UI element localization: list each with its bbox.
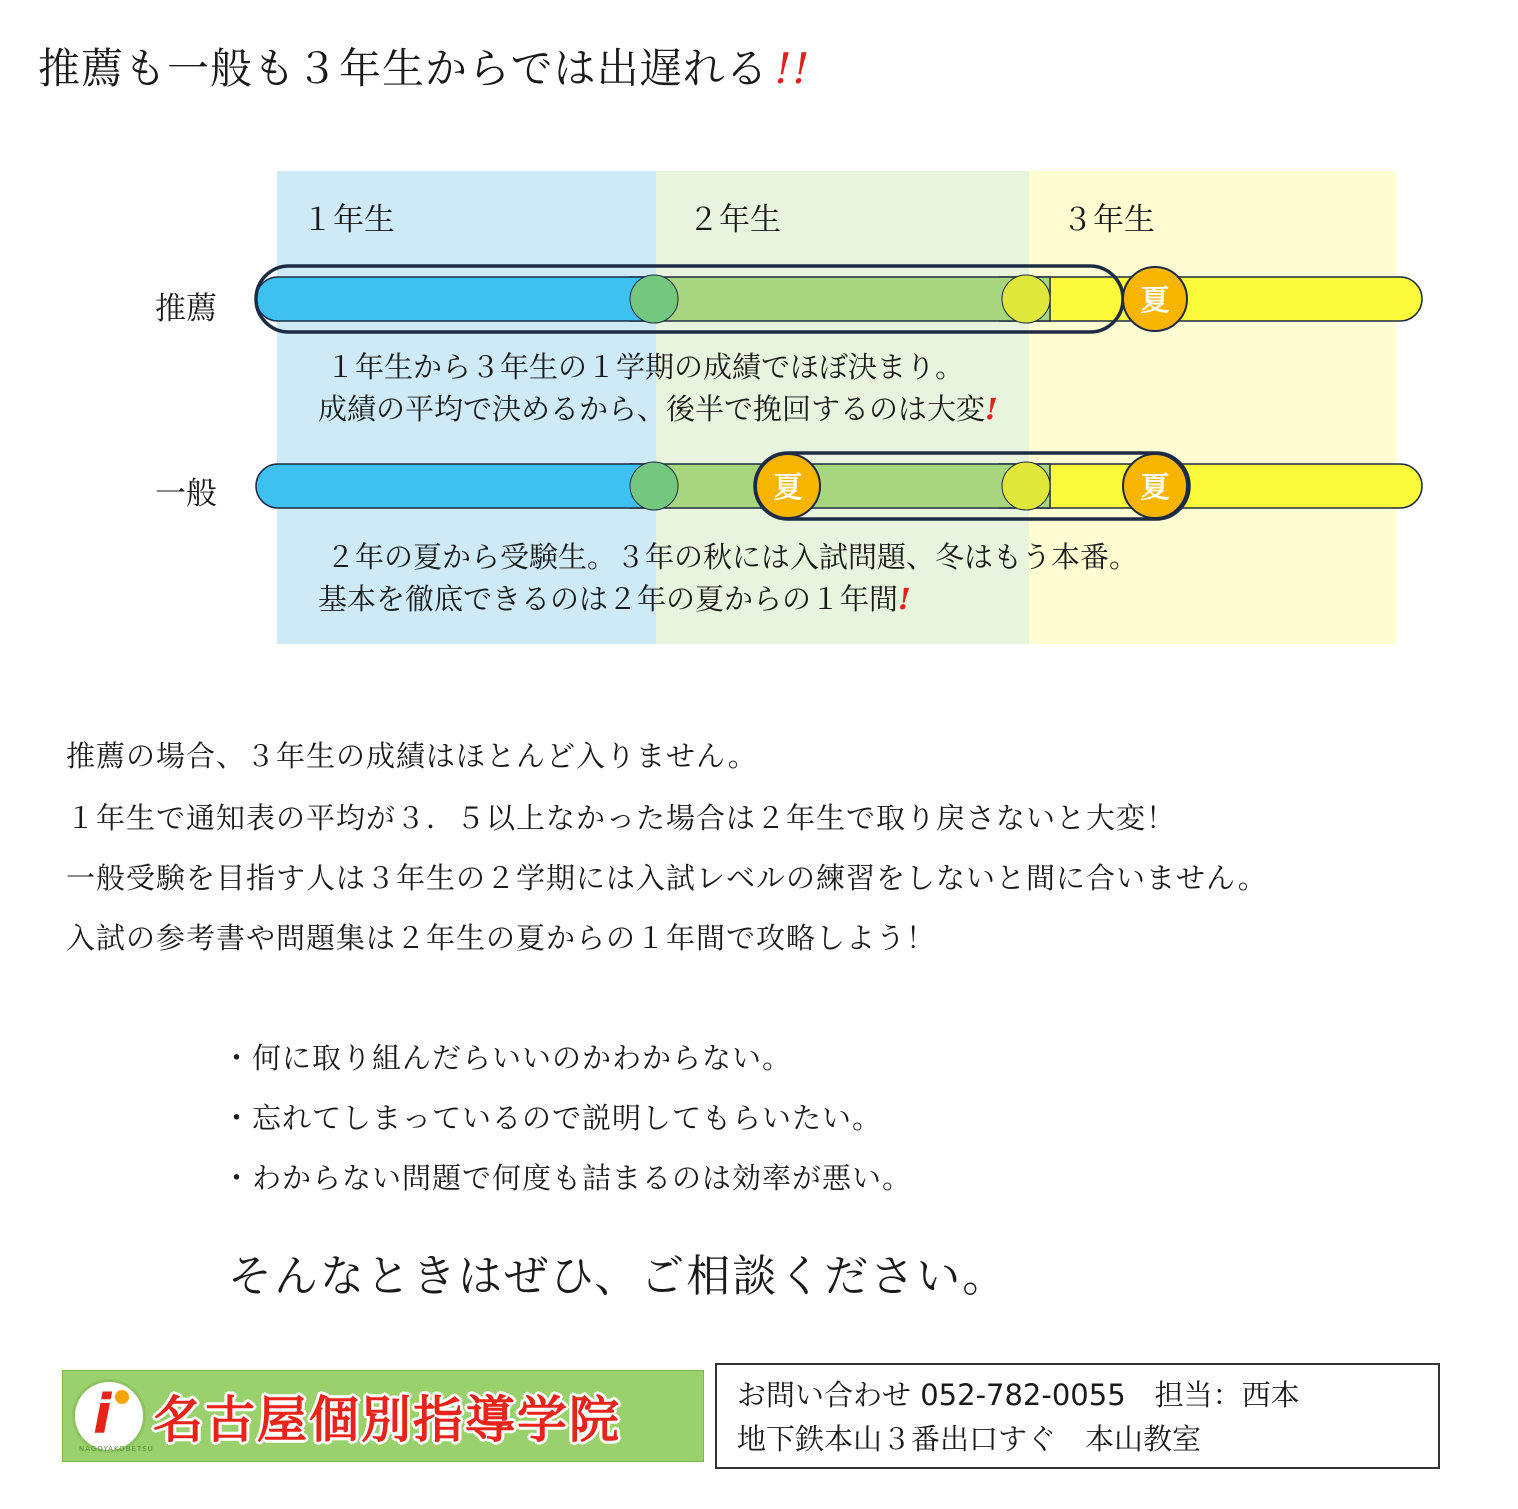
recommendation-desc-line1: １年生から３年生の１学期の成績でほぼ決まり。 [326, 350, 965, 384]
paragraph-4: 入試の参考書や問題集は２年生の夏からの１年間で攻略しよう！ [66, 921, 937, 955]
exclamation-mark: ! [985, 392, 998, 426]
year2-label: ２年生 [688, 202, 781, 238]
recommendation-row-label: 推薦 [155, 291, 217, 327]
title-exclamation: !! [774, 44, 811, 93]
recommendation-description [318, 346, 998, 430]
blend-2-3-general [1002, 462, 1050, 510]
bar-year3-general [1000, 464, 1422, 508]
year1-label: １年生 [302, 202, 395, 238]
blend-2-3-recommendation [1002, 275, 1050, 323]
bar-year3-recommendation [1000, 277, 1422, 321]
bar-year1-general [256, 464, 676, 508]
logo-name: 名古屋個別指導学院 [153, 1391, 621, 1449]
year3-label: ３年生 [1062, 202, 1155, 238]
summer-label-y2-general: 夏 [773, 470, 803, 504]
paragraph-2: １年生で通知表の平均が３．５以上なかった場合は２年生で取り戻さないと大変！ [66, 801, 1177, 835]
blend-1-2-general [630, 462, 678, 510]
blend-1-2-recommendation [630, 275, 678, 323]
bar-year2-recommendation [630, 277, 1050, 321]
contact-address: 地下鉄本山３番出口すぐ 本山教室 [737, 1422, 1202, 1456]
general-row-label: 一般 [155, 476, 217, 512]
logo-tagline: NAGOYAKOBETSU [79, 1445, 154, 1453]
paragraph-3: 一般受験を目指す人は３年生の２学期には入試レベルの練習をしないと間に合いません。 [66, 861, 1268, 895]
school-logo [62, 1370, 704, 1462]
bar-year2-general [630, 464, 1050, 508]
bullet-item-1: ・何に取り組んだらいいのかわからない。 [222, 1041, 793, 1075]
contact-box [715, 1363, 1440, 1469]
bullet-item-2: ・忘れてしまっているので説明してもらいたい。 [222, 1101, 883, 1135]
recommendation-desc-line2-text: 成績の平均で決めるから、後半で挽回するのは大変 [318, 392, 986, 426]
exclamation-mark: ! [898, 582, 911, 616]
general-timeline [256, 453, 1422, 519]
general-desc-line1: ２年の夏から受験生。３年の秋には入試問題、冬はもう本番。 [326, 540, 1139, 574]
bar-year1-recommendation [256, 277, 676, 321]
recommendation-desc-line2 [318, 388, 998, 430]
paragraph-1: 推薦の場合、３年生の成績はほとんど入りません。 [66, 739, 758, 773]
bullet-item-3: ・わからない問題で何度も詰まるのは効率が悪い。 [222, 1161, 913, 1195]
general-description [318, 536, 1138, 620]
summer-label-y3-general: 夏 [1140, 470, 1170, 504]
consult-message: そんなときはぜひ、ご相談ください。 [228, 1251, 1009, 1302]
summer-label-y3-recommendation: 夏 [1140, 283, 1170, 317]
general-desc-line2-text: 基本を徹底できるのは２年の夏からの１年間 [318, 582, 899, 616]
general-desc-line2 [318, 578, 1138, 620]
contact-phone: お問い合わせ 052-782-0055 担当：西本 [737, 1378, 1300, 1412]
logo-mark-icon: i [75, 1382, 143, 1450]
recommendation-timeline [256, 266, 1422, 332]
title-text: 推薦も一般も３年生からでは出遅れる [38, 44, 769, 93]
